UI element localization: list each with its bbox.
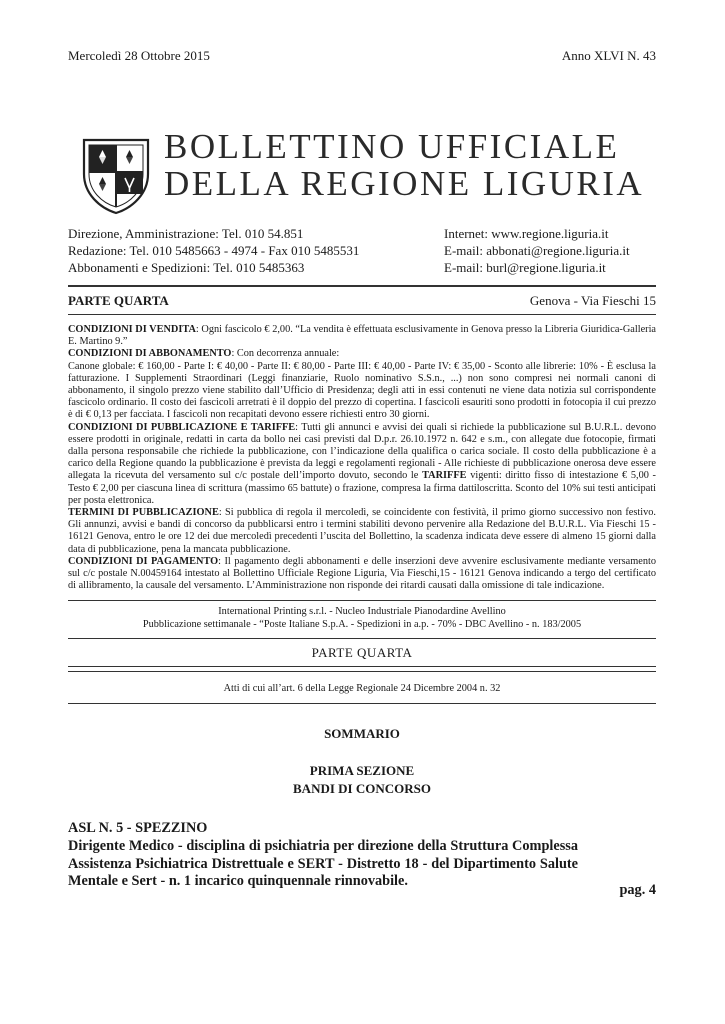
contact-internet[interactable]: Internet: www.regione.liguria.it bbox=[444, 226, 609, 241]
divider bbox=[68, 285, 656, 287]
section-address: Genova - Via Fieschi 15 bbox=[529, 293, 656, 308]
divider bbox=[68, 671, 656, 672]
contact-direzione: Direzione, Amministrazione: Tel. 010 54.851 bbox=[68, 226, 304, 241]
printer-line1: International Printing s.r.l. - Nucleo Industriale Pianodardine Avellino bbox=[218, 606, 506, 617]
condizioni-vendita: CONDIZIONI DI VENDITA: Ogni fascicolo € 2,00. “La vendita è effettuata esclusivamente in Genova presso la Libreria Giuridica-Galleria E. Martino 9.” bbox=[68, 324, 657, 348]
issue-date: Mercoledì 28 Ottobre 2015 bbox=[68, 48, 210, 63]
contacts-offices bbox=[68, 225, 359, 276]
divider bbox=[68, 703, 656, 704]
entry-page-number[interactable]: pag. 4 bbox=[619, 882, 656, 898]
masthead-title bbox=[164, 128, 644, 202]
masthead-title-line1: BOLLETTINO UFFICIALE bbox=[164, 127, 620, 166]
divider bbox=[68, 314, 656, 315]
contact-redazione: Redazione: Tel. 010 5485663 - 4974 - Fax 010 5485531 bbox=[68, 243, 360, 258]
entry-organization: ASL N. 5 - SPEZZINO bbox=[68, 820, 208, 836]
section-bar bbox=[68, 293, 656, 309]
divider bbox=[68, 666, 656, 667]
conditions-block bbox=[68, 324, 656, 592]
sommario-heading: SOMMARIO bbox=[324, 726, 400, 741]
document-page bbox=[68, 0, 656, 1024]
section-label: PARTE QUARTA bbox=[68, 293, 169, 308]
issue-number: Anno XLVI N. 43 bbox=[561, 48, 656, 63]
termini-pubblicazione: TERMINI DI PUBBLICAZIONE: Si pubblica di regola il mercoledì, se coincidente con festività, il primo giorno successivo non festivo. Gli annunzi, avvisi e bandi di concorso da pubblicarsi entro i termini stabiliti devono pervenire alla Redazione del B.U.R.L. Via Fieschi 15 - 16121 Genova, entro le ore 12 dei due mercoledì precedenti l’uscita del Bollettino, la scadenza indicata deve essere di almeno 15 giorni dalla data di pubblicazione, pena la mancata pubblicazione. bbox=[68, 507, 656, 555]
divider bbox=[68, 638, 656, 639]
issue-header bbox=[68, 48, 656, 64]
condizioni-pubblicazione: CONDIZIONI DI PUBBLICAZIONE E TARIFFE: Tutti gli annunci e avvisi dei quali si richiede la pubblicazione sul B.U.R.L. devono essere prodotti in originale, redatti in carta da bollo nei casi previsti dal D.p.r. 26.10.1972 n. 642 e s.m., con allegate due fotocopie, firmati dalla persona responsabile che richiede la pubblicazione, con l’indicazione della qualifica o carica sociale. Il costo della pubblicazione è a carico della Regione quando la pubblicazione è prevista da leggi e regolamenti regionali - Alle richieste di pubblicazione onerosa deve essere allegata la ricevuta del versamento sul c/c postale dell’importo dovuto, secondo le TARIFFE vigenti: diritto fisso di intestazione € 5,00 - Testo € 2,00 per ciascuna linea di scrittura (massimo 65 battute) o frazione, compresa la firma dattiloscritta. Sconto del 10% sui testi anticipati per posta elettronica. bbox=[68, 421, 656, 506]
contact-email-abbonati[interactable]: E-mail: abbonati@regione.liguria.it bbox=[444, 243, 630, 258]
contact-abbonamenti: Abbonamenti e Spedizioni: Tel. 010 5485363 bbox=[68, 260, 305, 275]
printer-info bbox=[68, 606, 656, 631]
parte-heading: PARTE QUARTA bbox=[311, 645, 413, 660]
sezione-subtitle: BANDI DI CONCORSO bbox=[293, 781, 431, 796]
liguria-crest-icon bbox=[80, 136, 152, 216]
condizioni-pagamento: CONDIZIONI DI PAGAMENTO: Il pagamento degli abbonamenti e delle inserzioni deve avvenire esclusivamente mediante versamento sul c/c postale N.00459164 intestato al Bollettino Ufficiale Regione Liguria, Via Fieschi,15 - 16121 Genova indicando a tergo del certificato di allibramento, la causale del versamento. L’Amministrazione non risponde dei ritardi causati dalla omissione di tale indicazione. bbox=[68, 555, 656, 592]
atti-reference: Atti di cui all’art. 6 della Legge Regionale 24 Dicembre 2004 n. 32 bbox=[223, 683, 501, 694]
contacts-online bbox=[444, 225, 630, 276]
masthead-title-line2: DELLA REGIONE LIGURIA bbox=[164, 164, 645, 203]
sezione-title: PRIMA SEZIONE bbox=[309, 763, 415, 778]
sommario-entry[interactable] bbox=[68, 820, 578, 891]
sezione-heading bbox=[68, 762, 656, 798]
printer-line2: Pubblicazione settimanale - “Poste Italiane S.p.A. - Spedizioni in a.p. - 70% - DBC Avellino - n. 183/2005 bbox=[142, 618, 582, 630]
contact-email-burl[interactable]: E-mail: burl@regione.liguria.it bbox=[444, 260, 606, 275]
divider bbox=[68, 600, 656, 601]
entry-description: Dirigente Medico - disciplina di psichiatria per direzione della Struttura Complessa Assistenza Psichiatrica Distrettuale e SERT - Distretto 18 - del Dipartimento Salute Mentale e Sert - n. 1 incarico quinquennale rinnovabile. bbox=[68, 837, 578, 890]
condizioni-abbonamento: CONDIZIONI DI ABBONAMENTO: Con decorrenza annuale: bbox=[68, 348, 340, 360]
canone-text: Canone globale: € 160,00 - Parte I: € 40,00 - Parte II: € 80,00 - Parte III: € 40,00 - Parte IV: € 35,00 - Sconto alle librerie: 10% - È esclusa la fatturazione. I Supplementi Straordinari (Leggi finanziarie, Ruolo nominativo S.S.n., ...) non sono compresi nei normali canoni di abbonamento, il singolo prezzo viene stabilito dall’Ufficio di Presidenza; degli atti in essi contenuti ne viene data notizia sul corrispondente fascicolo ordinario. Il costo dei fascicoli arretrati è il doppio del prezzo di copertina. I fascicoli esauriti sono prodotti in fotocopia il cui prezzo è di € 0,13 per facciata. I fascicoli non recapitati devono essere richiesti entro 30 giorni. bbox=[68, 360, 656, 421]
masthead bbox=[80, 128, 670, 218]
